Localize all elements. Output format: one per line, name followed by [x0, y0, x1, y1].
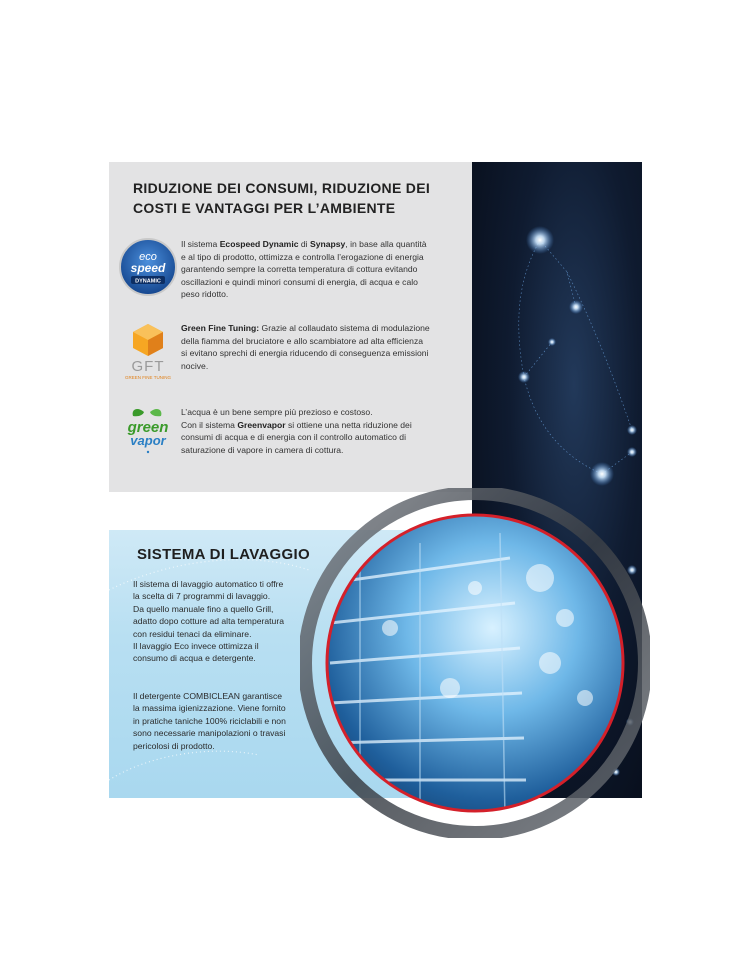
wash-p2-line-3: in pratiche taniche 100% riciclabili e non [133, 715, 286, 726]
gft-logo-icon [117, 320, 179, 382]
ecospeed-logo-icon [117, 236, 179, 298]
ecospeed-line-2: e al tipo di prodotto, ottimizza e controlla l’erogazione di energia [181, 251, 424, 262]
consumption-panel [109, 162, 472, 492]
svg-text:DYNAMIC: DYNAMIC [135, 278, 161, 285]
wash-p2-line-1: Il detergente COMBICLEAN garantisce [133, 691, 283, 701]
svg-text:GREEN FINE TUNING: GREEN FINE TUNING [125, 375, 171, 380]
wash-p2-line-2: la massima igienizzazione. Viene fornito [133, 703, 286, 714]
svg-text:vapor: vapor [130, 433, 166, 448]
svg-text:eco: eco [139, 251, 157, 263]
washing-photo [300, 488, 650, 838]
ecospeed-line-1: Il sistema Ecospeed Dynamic di Synapsy, in base alla quantità [181, 239, 427, 249]
ecospeed-line-5: peso ridotto. [181, 289, 229, 300]
heading-line-1: RIDUZIONE DEI CONSUMI, RIDUZIONE DEI [133, 180, 431, 196]
greenvapor-line-3: consumi di acqua e di energia con il controllo automatico di [181, 432, 406, 443]
greenvapor-line-4: saturazione di vapore in camera di cottura. [181, 444, 344, 455]
wash-p1-line-4: adatto dopo cotture ad alta temperatura [133, 616, 284, 627]
wash-p1-line-3: Da quello manuale fino a quello Grill, [133, 603, 274, 614]
wash-p2-line-4: sono necessarie manipolazioni o travasi [133, 728, 286, 739]
washing-paragraph-2 [133, 690, 328, 752]
wash-p1-line-1: Il sistema di lavaggio automatico ti offre [133, 579, 284, 589]
washing-paragraph-1 [133, 578, 328, 665]
greenvapor-description [181, 406, 453, 456]
wash-p1-line-7: consumo di acqua e detergente. [133, 653, 256, 664]
gft-line-3: si evitano sprechi di energia riducendo di conseguenza emissioni [181, 348, 429, 359]
section-heading [133, 178, 453, 218]
wash-p2-line-5: pericolosi di prodotto. [133, 740, 215, 751]
gft-description [181, 322, 453, 372]
wash-p1-line-6: Il lavaggio Eco invece ottimizza il [133, 641, 259, 652]
gft-line-4: nocive. [181, 360, 209, 371]
greenvapor-line-2: Con il sistema Greenvapor si ottiene una netta riduzione dei [181, 419, 412, 430]
wash-p1-line-5: con residui tenaci da eliminare. [133, 628, 252, 639]
wash-p1-line-2: la scelta di 7 programmi di lavaggio. [133, 591, 271, 602]
heading-line-2: COSTI E VANTAGGI PER L’AMBIENTE [133, 200, 396, 216]
svg-text:GFT: GFT [131, 358, 165, 375]
greenvapor-line-1: L’acqua è un bene sempre più prezioso e costoso. [181, 407, 373, 417]
greenvapor-logo-icon [117, 400, 179, 462]
ecospeed-line-3: garantendo sempre la corretta temperatura di cottura evitando [181, 264, 418, 275]
svg-text:speed: speed [130, 261, 166, 275]
ecospeed-line-4: oscillazioni e quindi minori consumi di energia, di acqua e calo [181, 276, 418, 287]
ecospeed-description [181, 238, 453, 301]
gft-line-2: della fiamma del bruciatore e allo scambiatore ad alta efficienza [181, 335, 424, 346]
washing-heading: SISTEMA DI LAVAGGIO [137, 546, 310, 563]
svg-text:green: green [127, 419, 169, 436]
gft-line-1: Green Fine Tuning: Grazie al collaudato sistema di modulazione [181, 323, 430, 333]
